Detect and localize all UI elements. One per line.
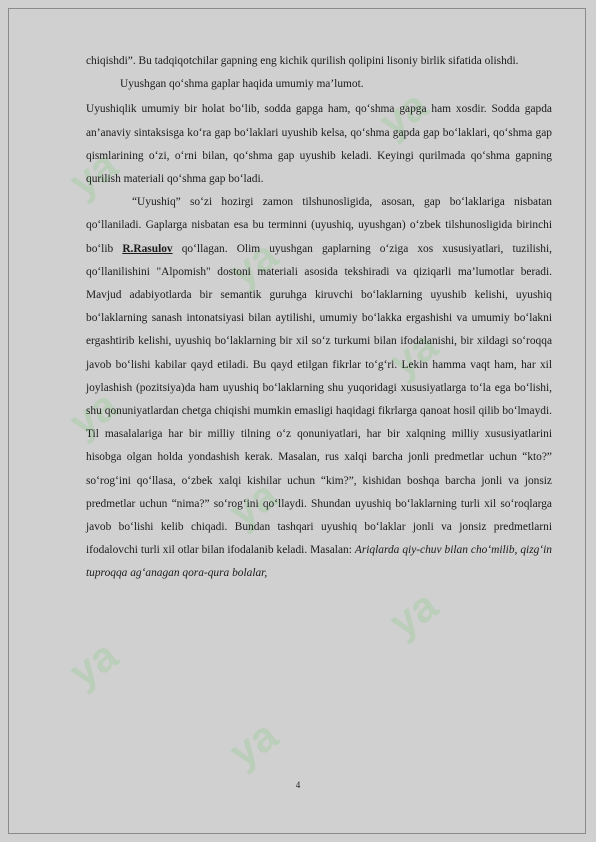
watermark: ya [380,320,446,387]
document-body [86,50,552,586]
watermark: ya [220,710,286,777]
watermark: ya [220,230,286,297]
watermark: ya [60,630,126,697]
page-number: 4 [295,780,301,790]
watermark: ya [60,140,126,207]
paragraph-continuation: chiqishdi”. Bu tadqiqotchilar gapning eng kichik qurilish qolipini lisoniy birlik sifatida olishdi. [86,55,519,67]
author-name: R.Rasulov [122,242,173,255]
watermark: ya [220,470,286,537]
section-heading: Uyushgan qo‘shma gaplar haqida umumiy ma’lumot. [120,78,364,91]
paragraph-text: qo‘llagan. Olim uyushgan gaplarning o‘ziga xos xususiyatlari, tuzilishi, qo‘llanilishini "Alpomish" dostoni materiali asosida tekshiradi va qiziqarli ma’lumotlar beradi. Mavjud adabiyotlarda bir semantik guruhga kiruvchi bo‘laklarning uyushib kelishi, uyushiq bo‘laklarning sanash intonatsiyasi bilan aytilishi, umumiy bo‘lakka ergashishi va umumiy bo‘lakni ergashtirib kelishi, uyushiq bo‘laklarning bir xil so‘z turkumi bilan ifodalanishi, bir xildagi so‘roqqa javob bo‘lishi kabilar qayd etiladi. Bu qayd etilgan fikrlar to‘g‘ri. Lekin hamma vaqt ham, har xil joylashish (pozitsiya)da ham uyushiq bo‘laklarning shu yuqoridagi xususiyatlarga to‘la ega bo‘lishi, shu qonuniyatlardan chetga chiqishi mumkin emasligi haqidagi fikrlarga qanoat hosil qilib bo‘lmaydi. Til masalalariga har bir milliy tilning o‘z qonuniyatlari, har bir xalqning milliy xususiyatlarini hisobga olgan holda yondashish kerak. Masalan, rus xalqi barcha jonli predmetlar uchun “kto?” so‘rog‘ini qo‘llasa, o‘zbek xalqi kishilar uchun “kim?”, kishidan boshqa barcha jonli va jonsiz predmetlar uchun “nima?” so‘rog‘ini qo‘llaydi. Shundan uyushiq bo‘laklarning turli xil so‘roqlarga javob bo‘lishi kelib chiqadi. Bundan tashqari uyushiq bo‘laklar jonli va jonsiz predmetlarni ifodalovchi turli xil otlar bilan ifodalanib keladi. Masalan: [86,242,552,557]
paragraph-text: “Uyushiq” so‘zi hozirgi zamon tilshunosligida, asosan, gap bo‘laklariga nisbatan qo‘llaniladi. Gaplarga nisbatan esa bu terminni (uyushiq, uyushgan) o‘zbek tilshunosligida birinchi bo‘lib [86,196,552,255]
paragraph: Uyushiqlik umumiy bir holat bo‘lib, sodda gapga ham, qo‘shma gapga ham xosdir. Sodda gapda an’anaviy sintaksisga ko‘ra gap bo‘laklari uyushib kelsa, qo‘shma gapda gap bo‘laklari, qo‘shma gap qismlarining o‘zi, o‘rni bilan, qo‘shma gap uyushib keladi. Keyingi qurilmada qo‘shma gapning qurilish materiali qo‘shma gap bo‘ladi. [86,103,552,186]
paragraph [86,191,552,585]
watermark: ya [60,380,126,447]
watermark: ya [370,80,436,147]
watermark: ya [380,580,446,647]
example-sentence: Ariqlarda qiy-chuv bilan cho‘milib, qizg‘in tuproqqa ag‘anagan qora-qura bolalar, [86,544,552,580]
